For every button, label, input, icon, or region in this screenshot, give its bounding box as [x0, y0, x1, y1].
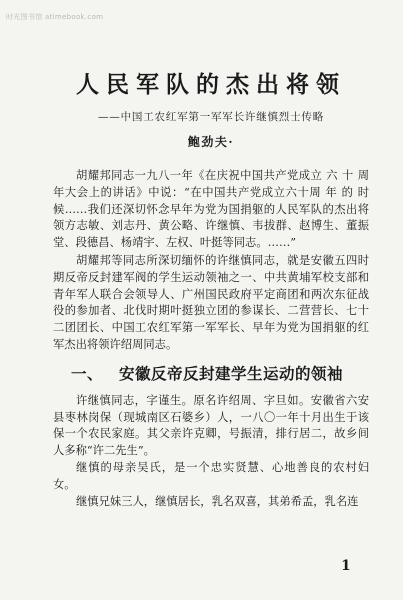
- author-name: 鲍劲夫·: [187, 135, 235, 149]
- section-number: 一、: [71, 364, 104, 383]
- body-paragraph-5: 继慎兄妹三人，继慎居长，乳名双喜，其弟希孟，乳名连: [76, 494, 359, 508]
- document-page: [53, 70, 369, 510]
- page-number: 1: [341, 558, 351, 574]
- watermark-text: 时光图书馆 atimebook.com: [6, 13, 104, 21]
- article-title: 人民军队的杰出将领: [76, 71, 346, 98]
- body-paragraph-2: 胡耀邦等同志所深切缅怀的许继慎同志，就是安徽五四时期反帝反封建军阀的学生运动领袖之一、中共黄埔军校支部和青年军人联合会领导人、广州国民政府平定商团和两次东征战役的参加者、北伐时期叶挺独立团的参谋长、二营营长、七十二团团长、中国工农红军第一军军长、早年为党为国捐躯的红军杰出将领许绍周同志。: [53, 253, 369, 351]
- body-paragraph-3: 许继慎同志，字谨生。原名许绍周、字旦如。安徽省六安县枣林岗保（现城南区石婆乡）人，一八〇一年十月出生于该保一个农民家庭。其父亲许克卿，号振清，排行居二，故乡间人多称“许二先生”。: [53, 393, 369, 458]
- section-title: 安徽反帝反封建学生运动的领袖: [119, 364, 344, 383]
- article-subtitle: ——中国工农红军第一军军长许继慎烈士传略: [98, 111, 324, 123]
- section-heading: [71, 363, 369, 385]
- body-paragraph-4: 继慎的母亲吴氏，是一个忠实贤慧、心地善良的农村妇女。: [53, 460, 369, 491]
- body-paragraph-1: 胡耀邦同志一九八一年《在庆祝中国共产党成立 六 十 周年大会上的讲话》中说：“在中国共产党成立六十周 年 的 时候……我们还深切怀念早年为党为国捐躯的人民军队的杰出将领方志敏、刘志丹、黄公略、许继慎、韦拔群、赵博生、董振堂、段德昌、杨靖宇、左权、叶挺等同志。……”: [53, 169, 369, 250]
